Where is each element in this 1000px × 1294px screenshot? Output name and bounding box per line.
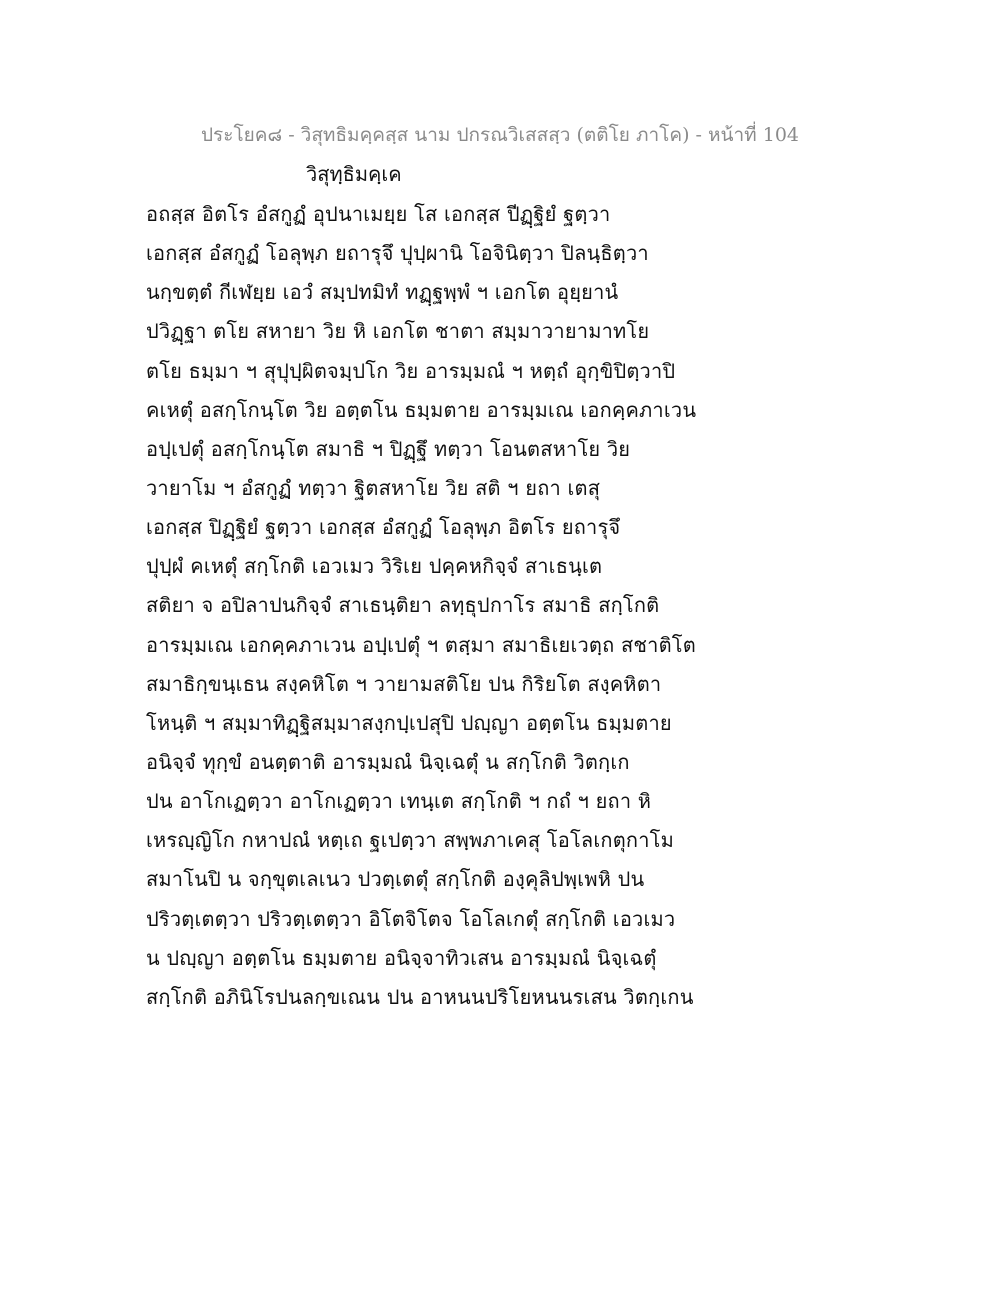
text-line: เอกสฺส อํสกูฏํ โอลุพฺภ ยถารุจึ ปุปฺผานิ โอจินิตฺวา ปิลนฺธิตฺวา bbox=[146, 241, 649, 266]
text-line: อถสฺส อิตโร อํสกูฏํ อุปนาเมยฺย โส เอกสฺส ปีฏฺฐิยํ ฐตฺวา bbox=[146, 202, 611, 226]
text-line: อปฺเปตุํ อสกฺโกนฺโต สมาธิ ฯ ปิฏฺฐึ ทตฺวา โอนตสหาโย วิย bbox=[146, 436, 631, 461]
text-line: สมาโนปิ น จกฺขุตเลเนว ปวตฺเตตุํ สกฺโกติ องฺคุลิปพฺเพหิ ปน bbox=[146, 867, 645, 892]
text-line: อนิจฺจํ ทุกฺขํ อนตฺตาติ อารมฺมณํ นิจฺเฉตุํ น สกฺโกติ วิตกฺเก bbox=[146, 749, 630, 774]
text-line: โหนฺติ ฯ สมฺมาทิฏฺฐิสมฺมาสงฺกปฺเปสุปิ ปญฺญา อตฺตโน ธมฺมตาย bbox=[146, 710, 672, 735]
text-line: น ปญฺญา อตฺตโน ธมฺมตาย อนิจฺจาทิวเสน อารมฺมณํ นิจฺเฉตุํ bbox=[146, 945, 657, 970]
text-line: ปุปฺผํ คเหตุํ สกฺโกติ เอวเมว วิริเย ปคฺคหกิจฺจํ สาเธนฺเต bbox=[146, 554, 603, 579]
running-header: ประโยค๘ - วิสุทธิมคฺคสฺส นาม ปกรณวิเสสสฺว (ตติโย ภาโค) - หน้าที่ 104 bbox=[200, 124, 800, 146]
text-line: วายาโม ฯ อํสกูฏํ ทตฺวา ฐิตสหาโย วิย สติ ฯ ยถา เตสุ bbox=[146, 475, 601, 500]
text-line: เอกสฺส ปิฏฺฐิยํ ฐตฺวา เอกสฺส อํสกูฏํ โอลุพฺภ อิตโร ยถารุจึ bbox=[146, 515, 621, 540]
text-line: ตโย ธมฺมา ฯ สุปุปฺผิตจมฺปโก วิย อารมฺมณํ ฯ หตฺถํ อุกฺขิปิตฺวาปิ bbox=[146, 358, 676, 383]
text-line: ปน อาโกเฏตฺวา อาโกเฏตฺวา เทนฺเต สกฺโกติ ฯ กถํ ฯ ยถา หิ bbox=[146, 789, 652, 814]
section-title: วิสุทฺธิมคฺเค bbox=[306, 162, 402, 186]
body-text bbox=[146, 199, 846, 1021]
text-line: ปริวตฺเตตฺวา ปริวตฺเตตฺวา อิโตจิโตจ โอโลเกตุํ สกฺโกติ เอวเมว bbox=[146, 906, 676, 931]
text-line: คเหตุํ อสกฺโกนฺโต วิย อตฺตโน ธมฺมตาย อารมฺมเณ เอกคฺคภาเวน bbox=[146, 397, 697, 422]
text-line: สติยา จ อปิลาปนกิจฺจํ สาเธนฺติยา ลทฺธุปกาโร สมาธิ สกฺโกติ bbox=[146, 593, 660, 618]
text-line: สมาธิกฺขนฺเธน สงฺคหิโต ฯ วายามสติโย ปน กิริยโต สงฺคหิตา bbox=[146, 671, 662, 696]
text-line: ปวิฏฺฐา ตโย สหายา วิย หิ เอกโต ชาตา สมฺมาวายามาทโย bbox=[146, 319, 650, 344]
text-line: นกฺขตฺตํ กีเฬยฺย เอวํ สมฺปทมิทํ ทฏฺฐพฺพํ ฯ เอกโต อุยฺยานํ bbox=[146, 280, 619, 305]
text-line: สกฺโกติ อภินิโรปนลกฺขเณน ปน อาหนนปริโยหนนรเสน วิตกฺเกน bbox=[146, 984, 694, 1009]
text-line: อารมฺมเณ เอกคฺคภาเวน อปฺเปตุํ ฯ ตสฺมา สมาธิเยเวตฺถ สชาติโต bbox=[146, 632, 696, 657]
text-line: เหรญฺญิโก กหาปณํ หตฺเถ ฐเปตฺวา สพฺพภาเคสุ โอโลเกตุกาโม bbox=[146, 828, 674, 853]
